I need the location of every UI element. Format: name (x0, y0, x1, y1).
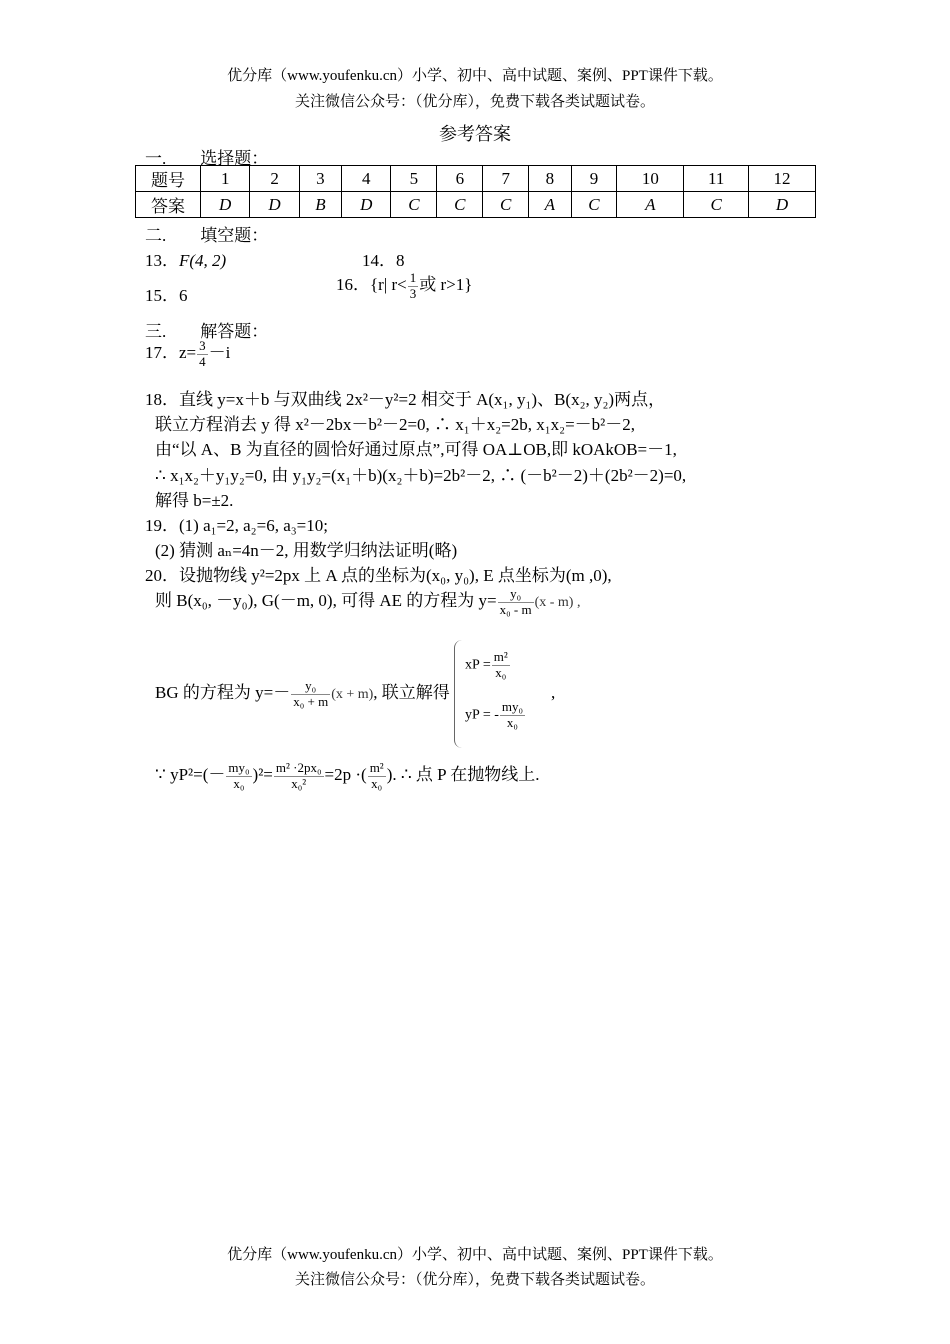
q20-line-1: 20．设抛物线 y²=2px 上 A 点的坐标为(x₀, y₀), E 点坐标为(m ,0), (145, 566, 612, 585)
frac-num: m² (369, 759, 384, 775)
ae-fraction (498, 587, 534, 618)
table-cell: A (617, 192, 684, 218)
frac-den: x₀² (274, 776, 324, 792)
system-row-y (465, 700, 526, 731)
table-cell: C (391, 192, 437, 218)
header-line-2: 关注微信公众号：（优分库），免费下载各类试题试卷。 (294, 94, 655, 110)
sys-x-fraction (492, 650, 510, 681)
table-row-numbers (136, 166, 816, 192)
q18-line-3: 由“以 A、B 为直径的圆恰好通过原点”,可得 OA⊥OB,即 kOAkOB=－1, (155, 440, 677, 459)
answer-table (135, 165, 816, 218)
footer-line-1: 优分库（www.youfenku.cn）小学、初中、高中试题、案例、PPT课件下载。 (227, 1247, 723, 1263)
q20-line-2 (155, 586, 580, 618)
q17-fraction (197, 339, 208, 370)
row-label-number: 题号 (136, 166, 201, 192)
q20-line-4-post: ). ∴ 点 P 在抛物线上. (386, 765, 540, 784)
frac-num: y₀ (305, 677, 317, 693)
sys-y-fraction (500, 700, 525, 731)
bg-fraction (291, 679, 330, 710)
ae-factor: (x - m) , (534, 595, 581, 610)
q20-line-3-mid: , 联立解得 (373, 682, 450, 702)
answer-17 (145, 338, 230, 370)
frac-den: x₀ - m (499, 601, 532, 617)
header-line-1: 优分库（www.youfenku.cn）小学、初中、高中试题、案例、PPT课件下载。 (227, 68, 723, 84)
system-end: , (551, 682, 556, 702)
page-title: 参考答案 (439, 124, 511, 144)
q17-prefix: z= (179, 343, 197, 362)
table-cell: 6 (437, 166, 483, 192)
q20-line-2-text: 则 B(x₀, －y₀), G(－m, 0), 可得 AE 的方程为 y= (155, 591, 497, 610)
q19-line-2: (2) 猜测 aₙ=4n－2, 用数学归纳法证明(略) (155, 541, 458, 560)
section-choice-heading: 一. 选择题： (145, 149, 269, 168)
frac-num: my₀ (501, 699, 524, 714)
q17-number: 17． (145, 343, 179, 362)
table-cell: C (684, 192, 749, 218)
frac-num: y₀ (510, 585, 522, 601)
frac-num: m² (493, 649, 508, 664)
bg-factor: (x + m) (331, 686, 374, 702)
table-cell: 4 (342, 166, 391, 192)
table-cell: D (748, 192, 815, 218)
table-cell: D (342, 192, 391, 218)
answer-16 (336, 270, 472, 302)
frac-den: 4 (199, 353, 206, 369)
table-cell: A (529, 192, 571, 218)
table-cell: C (437, 192, 483, 218)
q13-answer: F(4, 2) (179, 251, 227, 270)
section-fill-heading: 二. 填空题： (145, 226, 269, 245)
q18-line-1: 18．直线 y=x＋b 与双曲线 2x²－y²=2 相交于 A(x₁, y₁)、B(x₂, y₂)两点， (145, 390, 666, 409)
table-cell: 9 (571, 166, 617, 192)
q18-line-4: ∴ x₁x₂＋y₁y₂=0, 由 y₁y₂=(x₁＋b)(x₂＋b)=2b²－2, ∴ (－b²－2)＋(2b²－2)=0, (155, 466, 687, 485)
q18-line-5: 解得 b=±2. (155, 491, 234, 510)
q20-line-4 (155, 760, 540, 792)
table-cell: B (299, 192, 341, 218)
q20-line-4-mid2: =2p ·( (324, 765, 367, 784)
table-cell: 5 (391, 166, 437, 192)
frac-den: x₀ (226, 776, 251, 792)
table-cell: 7 (483, 166, 529, 192)
q17-suffix: －i (208, 343, 231, 362)
equation-system (454, 640, 551, 748)
table-cell: C (483, 192, 529, 218)
sys-y-lhs: yP = - (465, 707, 499, 723)
q20-line-3 (155, 640, 555, 748)
table-cell: 1 (201, 166, 250, 192)
frac-den: x₀ (492, 665, 510, 681)
table-cell: D (250, 192, 299, 218)
q20-line-4-mid1: )²= (252, 765, 273, 784)
l4-fraction-1 (226, 761, 251, 792)
q16-number: 16． (336, 275, 370, 294)
frac-num: m² ·2px₀ (275, 759, 322, 775)
q13-number: 13． (145, 251, 179, 270)
frac-den: x₀ + m (293, 693, 329, 709)
table-cell: 3 (299, 166, 341, 192)
section-solve-heading: 三. 解答题： (145, 322, 269, 341)
l4-fraction-2 (274, 761, 324, 792)
l4-fraction-3 (368, 761, 386, 792)
table-cell: 11 (684, 166, 749, 192)
answer-15: 15．6 (145, 286, 188, 305)
frac-den: x₀ (368, 776, 386, 792)
q19-line-1: 19．(1) a₁=2, a₂=6, a₃=10; (145, 516, 328, 535)
table-cell: 12 (748, 166, 815, 192)
sys-x-lhs: xP = (465, 657, 491, 673)
q16-prefix: {r| r< (370, 275, 407, 294)
frac-num: my₀ (228, 759, 250, 775)
q20-line-4-pre: ∵ yP²=(－ (155, 765, 226, 784)
frac-num: 3 (199, 337, 206, 353)
frac-num: 1 (409, 269, 417, 285)
footer-line-2: 关注微信公众号：（优分库），免费下载各类试题试卷。 (294, 1272, 655, 1288)
table-cell: 10 (617, 166, 684, 192)
q16-fraction (408, 271, 419, 302)
q20-line-3-text: BG 的方程为 y=－ (155, 682, 291, 702)
answer-14: 14．8 (362, 251, 405, 270)
table-cell: C (571, 192, 617, 218)
table-cell: D (201, 192, 250, 218)
system-row-x (465, 650, 511, 681)
row-label-answer: 答案 (136, 192, 201, 218)
answer-13 (145, 246, 226, 271)
table-row-answers (136, 192, 816, 218)
frac-den: x₀ (500, 715, 525, 731)
table-cell: 2 (250, 166, 299, 192)
q16-suffix: 或 r>1} (419, 275, 473, 294)
frac-den: 3 (409, 285, 417, 301)
table-cell: 8 (529, 166, 571, 192)
q18-line-2: 联立方程消去 y 得 x²－2bx－b²－2=0, ∴ x₁＋x₂=2b, x₁x₂=－b²－2, (155, 415, 636, 434)
